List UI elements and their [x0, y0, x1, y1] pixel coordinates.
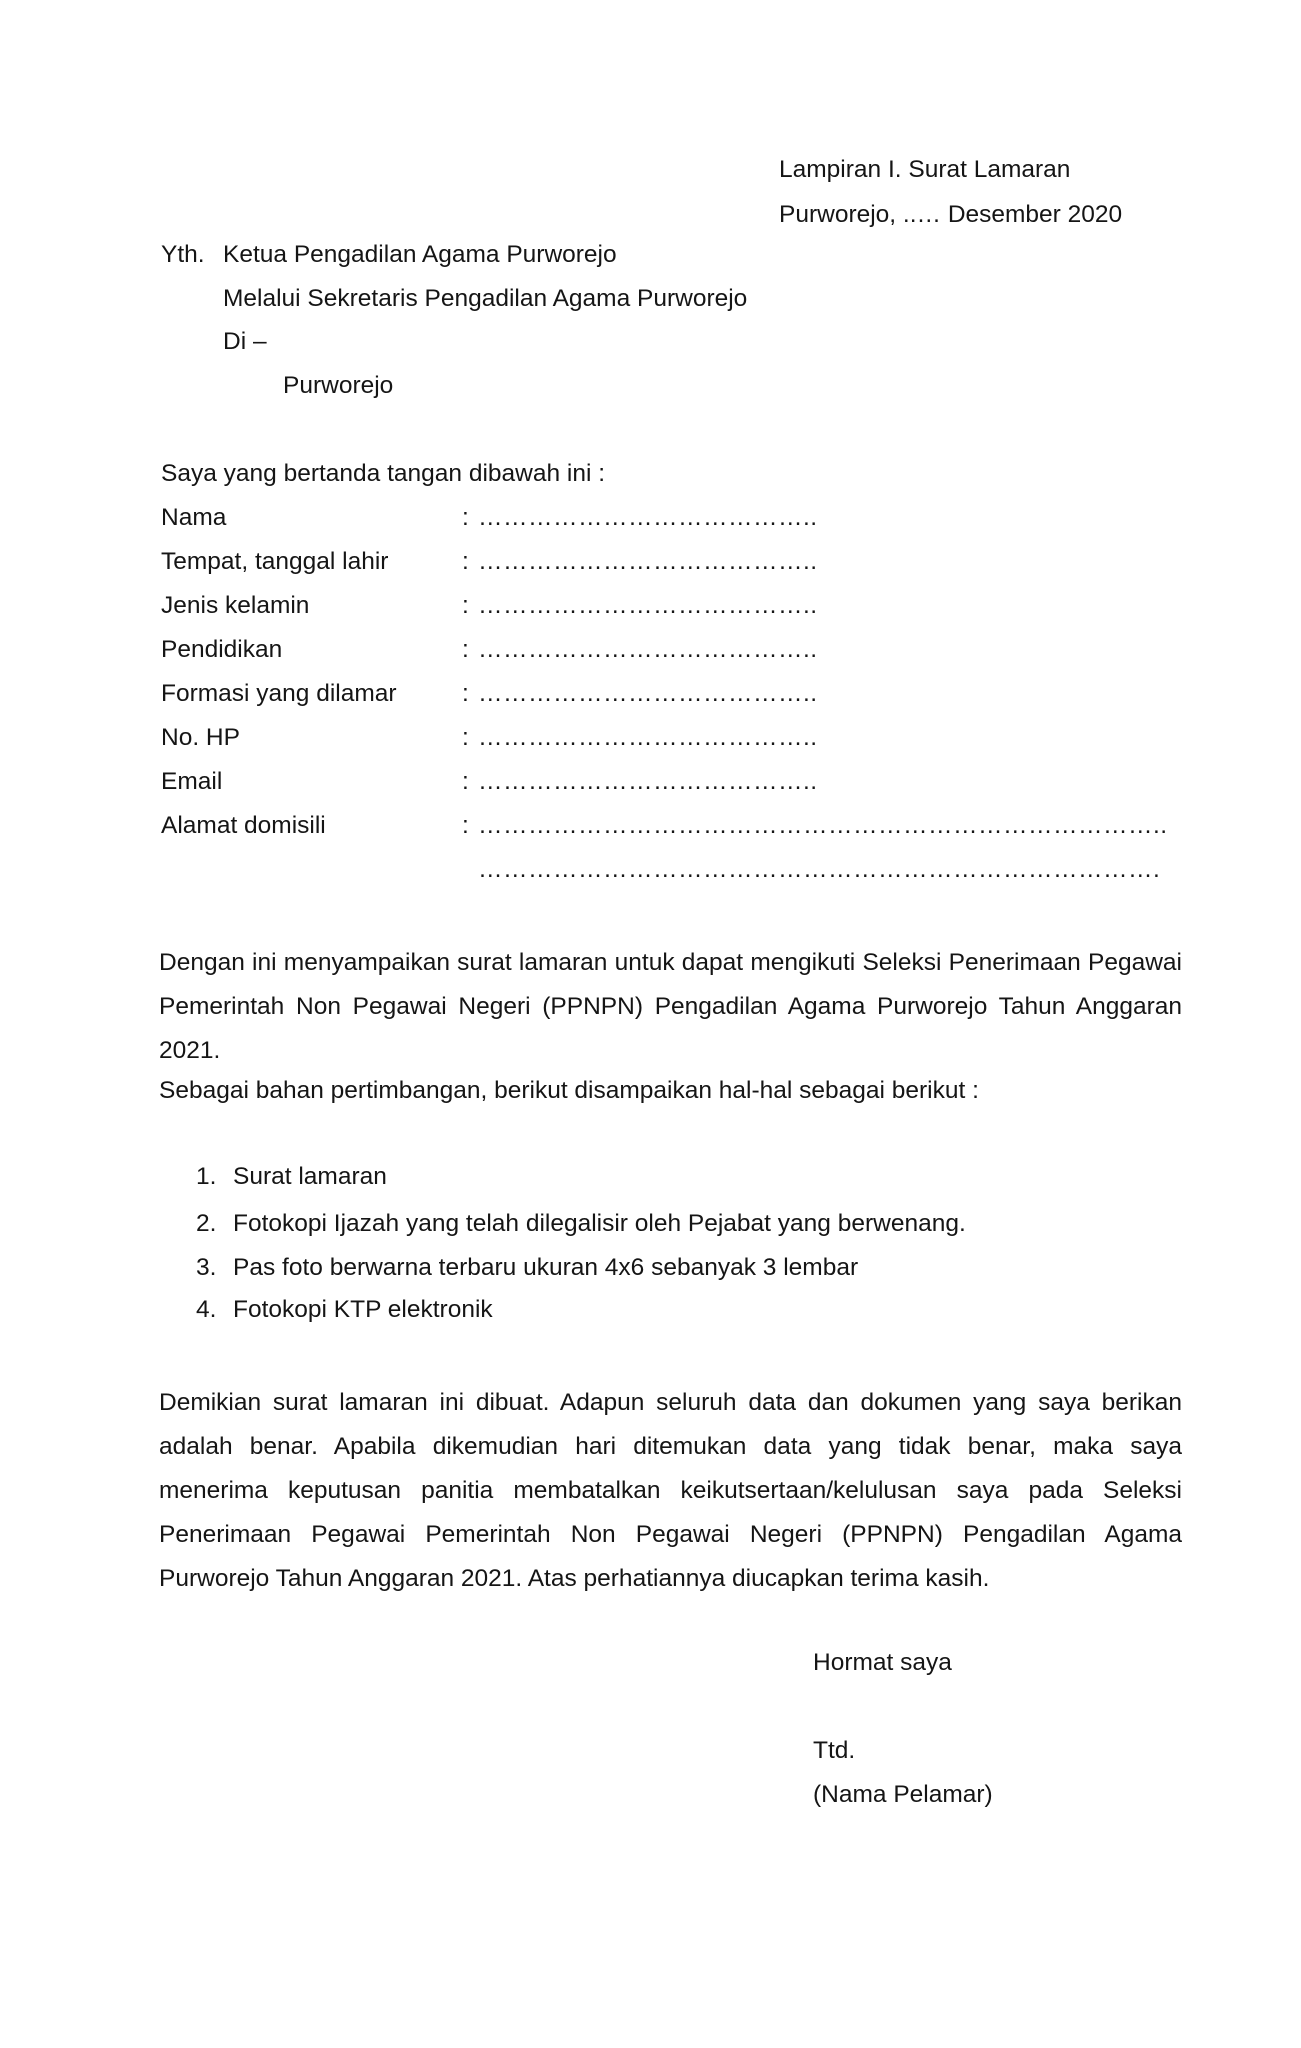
field-label: Email — [161, 768, 223, 795]
list-text: Fotokopi KTP elektronik — [233, 1296, 493, 1323]
closing-paragraph: Demikian surat lamaran ini dibuat. Adapun seluruh data dan dokumen yang saya berikan adalah benar. Apabila dikemudian hari ditemukan data yang tidak benar, maka saya menerima keputusan panitia membatalkan keikutsertaan/kelulusan saya pada Seleksi Penerimaan Pegawai Pemerintah Non Pegawai Negeri (PPNPN) Pengadilan Agama Purworejo Tahun Anggaran 2021. Atas perhatiannya diucapkan terima kasih. — [159, 1389, 1182, 1592]
field-label: Nama — [161, 504, 227, 531]
field-label: Jenis kelamin — [161, 592, 310, 619]
field-label: Tempat, tanggal lahir — [161, 548, 389, 575]
field-colon: : — [462, 592, 469, 619]
place-date: Purworejo, ..… Desember 2020 — [779, 201, 1123, 228]
recipient-line-3: Di – — [223, 328, 267, 355]
list-number: 4. — [196, 1296, 217, 1323]
field-colon: : — [462, 636, 469, 663]
field-colon: : — [462, 812, 469, 839]
field-blank: ………………………………….. — [478, 680, 818, 707]
intro-text: Saya yang bertanda tangan dibawah ini : — [161, 460, 606, 487]
field-blank: ………………………………….. — [478, 548, 818, 575]
list-text: Pas foto berwarna terbaru ukuran 4x6 sebanyak 3 lembar — [233, 1254, 859, 1281]
body-paragraph: Dengan ini menyampaikan surat lamaran untuk dapat mengikuti Seleksi Penerimaan Pegawai Pemerintah Non Pegawai Negeri (PPNPN) Pengadilan Agama Purworejo Tahun Anggaran 2021. — [159, 949, 1182, 1064]
field-colon: : — [462, 504, 469, 531]
recipient-line-4: Purworejo — [283, 372, 394, 399]
field-colon: : — [462, 724, 469, 751]
list-text: Surat lamaran — [233, 1163, 387, 1190]
field-colon: : — [462, 768, 469, 795]
field-label: No. HP — [161, 724, 240, 751]
list-text: Fotokopi Ijazah yang telah dilegalisir oleh Pejabat yang berwenang. — [233, 1210, 966, 1237]
attachment-label: Lampiran I. Surat Lamaran — [779, 156, 1071, 183]
field-label: Formasi yang dilamar — [161, 680, 397, 707]
signature-name: (Nama Pelamar) — [813, 1781, 993, 1808]
signature-signed: Ttd. — [813, 1737, 856, 1764]
recipient-line-1: Ketua Pengadilan Agama Purworejo — [223, 241, 617, 268]
address-continuation: ………………………………………………………………………. — [478, 856, 1161, 883]
field-label: Alamat domisili — [161, 812, 326, 839]
field-blank: ………………………………….. — [478, 592, 818, 619]
field-colon: : — [462, 548, 469, 575]
field-blank: ……………………………………………………………………….. — [478, 812, 1168, 839]
signature-greeting: Hormat saya — [813, 1649, 952, 1676]
body-paragraph-lead: Sebagai bahan pertimbangan, berikut disampaikan hal-hal sebagai berikut : — [159, 1077, 979, 1104]
field-label: Pendidikan — [161, 636, 283, 663]
field-blank: ………………………………….. — [478, 636, 818, 663]
list-number: 3. — [196, 1254, 217, 1281]
list-number: 2. — [196, 1210, 217, 1237]
field-blank: ………………………………….. — [478, 504, 818, 531]
field-blank: ………………………………….. — [478, 724, 818, 751]
list-number: 1. — [196, 1163, 217, 1190]
field-colon: : — [462, 680, 469, 707]
salutation: Yth. — [161, 241, 205, 268]
recipient-line-2: Melalui Sekretaris Pengadilan Agama Purworejo — [223, 285, 748, 312]
field-blank: ………………………………….. — [478, 768, 818, 795]
